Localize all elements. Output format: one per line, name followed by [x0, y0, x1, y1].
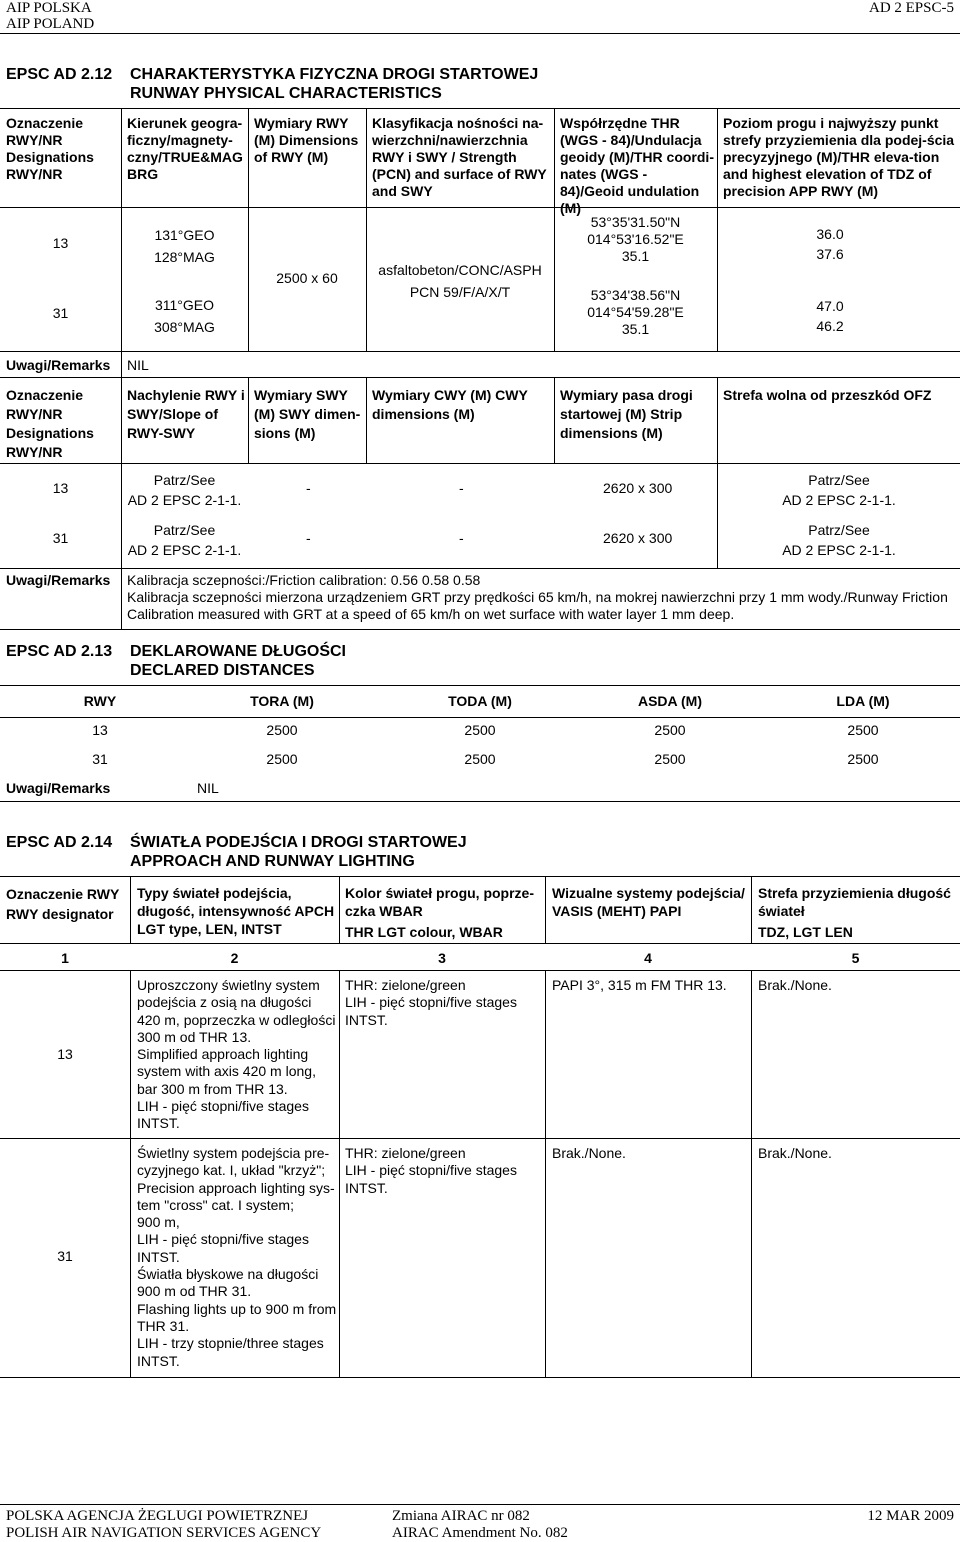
runway-surface: [366, 259, 554, 303]
text-line: Światła błyskowe na długości: [137, 1266, 319, 1283]
table-border: [717, 377, 718, 568]
col-number-1: 1: [61, 950, 69, 966]
col-header-thr-colour: [345, 884, 534, 941]
col-header-vasis: [552, 884, 745, 920]
table-border: [751, 970, 752, 1377]
bearing-geo: 311°GEO: [154, 297, 215, 313]
col-header-strip: Wymiary pasa drogi startowej (M) Strip dimensions (M): [560, 387, 693, 441]
ofz-see: Patrz/See: [808, 472, 870, 488]
section-number-2-12: EPSC AD 2.12: [6, 66, 113, 83]
table-border: [0, 463, 960, 464]
doc-header-left: [6, 0, 94, 32]
runway-dimensions: 2500 x 60: [276, 270, 338, 286]
runway-designator-13: 13: [52, 480, 69, 496]
section-title-2-14: [130, 833, 467, 871]
swy-dimension-31: -: [306, 530, 311, 546]
text-line: INTST.: [345, 1011, 388, 1028]
amendment-pl: Zmiana AIRAC nr 082: [392, 1508, 530, 1524]
text-line: INTST.: [137, 1115, 180, 1132]
section-title-en: DECLARED DISTANCES: [130, 662, 315, 679]
remarks-value: NIL: [127, 357, 149, 373]
table-border: [0, 970, 960, 971]
ofz-13: [754, 470, 924, 510]
tora-31: 2500: [266, 751, 298, 767]
col-header-thr-coords: Współrzędne THR (WGS - 84)/Undulacja geoidy (M)/THR coordi-nates (WGS - 84)/Geoid undulation (M): [560, 115, 714, 216]
pcn-value: PCN 59/F/A/X/T: [409, 284, 511, 300]
table-border: [0, 108, 960, 109]
col-header-ofz: Strefa wolna od przeszkód OFZ: [723, 387, 932, 403]
ofz-31: [754, 520, 924, 560]
geoid-undulation: 35.1: [621, 321, 650, 337]
tdz-elevation: 37.6: [816, 246, 844, 262]
text-line: Simplified approach lighting: [137, 1046, 309, 1063]
remarks-label: Uwagi/Remarks: [6, 357, 111, 373]
elevation-13: [780, 224, 880, 264]
table-border: [0, 377, 960, 378]
col-header-designation: Oznaczenie RWY/NR Designations RWY/NR: [6, 115, 94, 182]
header-line: VASIS (MEHT) PAPI: [552, 903, 682, 919]
friction-calibration: Kalibracja sczepności:/Friction calibration: 0.56 0.58 0.58: [127, 572, 481, 588]
ofz-ref: AD 2 EPSC 2-1-1.: [782, 492, 896, 508]
section-title-en: RUNWAY PHYSICAL CHARACTERISTICS: [130, 85, 442, 102]
slope-see: Patrz/See: [153, 472, 216, 488]
text-line: 900 m od THR 31.: [137, 1283, 252, 1300]
friction-remarks: [127, 572, 957, 623]
header-line: świateł: [758, 903, 805, 919]
col-number-5: 5: [851, 950, 860, 966]
table-border: [545, 970, 546, 1377]
section-title-en: APPROACH AND RUNWAY LIGHTING: [130, 853, 415, 870]
thr-longitude: 014°53'16.52"E: [587, 231, 684, 247]
runway-designator-31: 31: [52, 530, 69, 546]
thr-longitude: 014°54'59.28"E: [587, 304, 684, 320]
text-line: THR: zielone/green: [345, 977, 466, 993]
table-border: [0, 943, 960, 944]
table-border: [130, 970, 131, 1377]
tdz-elevation: 46.2: [816, 318, 844, 334]
table-border: [130, 876, 131, 943]
approach-lighting-13: [137, 977, 337, 1133]
col-header-asda: ASDA (M): [637, 693, 703, 709]
table-border: [751, 876, 752, 943]
lda-13: 2500: [847, 722, 879, 738]
thr-elevation: 47.0: [816, 298, 844, 314]
text-line: 900 m,: [137, 1214, 180, 1231]
text-line: 300 m od THR 13.: [137, 1028, 252, 1045]
table-border: [248, 377, 249, 463]
text-line: podejścia z osią na długości: [137, 994, 312, 1011]
table-border: [0, 717, 960, 718]
thr-lighting-13: [345, 977, 543, 1029]
col-header-rwy-designator: [6, 884, 119, 924]
header-line: TDZ, LGT LEN: [758, 924, 853, 940]
bearing-13: [121, 224, 248, 268]
header-line: czka WBAR: [345, 903, 423, 919]
text-line: Świetlny system podejścia pre-: [137, 1145, 330, 1161]
text-line: 420 m, poprzeczka w odległości: [137, 1011, 336, 1028]
tora-13: 2500: [266, 722, 298, 738]
col-header-bearing: Kierunek geogra-ficzny/magnety-czny/TRUE&MAG BRG: [127, 115, 243, 182]
footer-divider: [0, 1504, 960, 1505]
thr-elevation: 36.0: [816, 226, 844, 242]
table-border: [0, 629, 960, 630]
table-border: [366, 108, 367, 351]
col-header-elevation: Poziom progu i najwyższy punkt strefy przyziemienia dla podej-ścia precyzyjnego (M)/THR eleva-tion and highest elevation of TDZ of precision APP RWY (M): [723, 115, 955, 199]
table-border: [717, 108, 718, 351]
slope-13: [121, 470, 248, 510]
amendment-en: AIRAC Amendment No. 082: [392, 1525, 568, 1541]
table-border: [0, 568, 960, 569]
text-line: bar 300 m from THR 13.: [137, 1080, 288, 1097]
col-header-designation-2: Oznaczenie RWY/NR Designations RWY/NR: [6, 387, 94, 460]
bearing-31: [121, 294, 248, 338]
table-border: [0, 685, 960, 686]
table-border: [0, 1377, 960, 1378]
header-line: LGT type, LEN, INTST: [137, 921, 282, 937]
surface-type: asfaltobeton/CONC/ASPH: [378, 262, 542, 278]
table-border: [0, 207, 960, 208]
friction-note-1: Kalibracja sczepności mierzona urządzeniem GRT przy prędkości 65 km/h, na mokrej nawierzchni przy 1 mm wody./Runway Friction: [127, 589, 948, 605]
cwy-dimension-31: -: [459, 530, 464, 546]
text-line: LIH - pięć stopni/five stages: [137, 1098, 309, 1115]
header-line: RWY designator: [6, 906, 114, 922]
col-header-rwy: RWY: [83, 693, 117, 709]
thr-coords-31: [554, 287, 717, 338]
text-line: INTST.: [137, 1352, 180, 1369]
toda-13: 2500: [464, 722, 496, 738]
agency-name-en: POLISH AIR NAVIGATION SERVICES AGENCY: [6, 1525, 322, 1541]
approach-lighting-31: [137, 1145, 337, 1370]
vasis-31: Brak./None.: [552, 1145, 626, 1161]
declared-rwy-31: 31: [92, 751, 108, 767]
slope-31: [121, 520, 248, 560]
lda-31: 2500: [847, 751, 879, 767]
col-header-toda: TODA (M): [448, 693, 512, 709]
remarks-value: NIL: [197, 780, 219, 796]
asda-13: 2500: [654, 722, 686, 738]
text-line: INTST.: [345, 1179, 388, 1196]
section-title-2-12: [130, 65, 538, 103]
bearing-mag: 308°MAG: [154, 319, 215, 335]
thr-lighting-31: [345, 1145, 543, 1197]
ofz-see: Patrz/See: [808, 522, 870, 538]
col-header-cwy: Wymiary CWY (M) CWY dimensions (M): [372, 387, 528, 422]
geoid-undulation: 35.1: [621, 248, 650, 264]
slope-ref: AD 2 EPSC 2-1-1.: [127, 542, 242, 558]
col-number-3: 3: [438, 950, 446, 966]
table-border: [0, 351, 960, 352]
text-line: Uproszczony świetlny system: [137, 977, 320, 993]
section-title-pl: DEKLAROWANE DŁUGOŚCI: [130, 643, 346, 660]
publication-name-pl: AIP POLSKA: [6, 0, 92, 16]
col-header-tora: TORA (M): [250, 693, 314, 709]
header-divider: [0, 33, 960, 34]
header-line: Kolor świateł progu, poprze-: [345, 885, 535, 901]
slope-ref: AD 2 EPSC 2-1-1.: [127, 492, 242, 508]
col-header-lda: LDA (M): [836, 693, 890, 709]
text-line: tem "cross" cat. I system;: [137, 1196, 294, 1213]
table-border: [554, 377, 555, 463]
bearing-mag: 128°MAG: [154, 249, 215, 265]
remarks-label: Uwagi/Remarks: [6, 780, 111, 796]
declared-rwy-13: 13: [92, 722, 108, 738]
strip-dimension-13: 2620 x 300: [603, 480, 673, 496]
col-header-strength: Klasyfikacja nośności na-wierzchni/nawierzchnia RWY i SWY / Strength (PCN) and surface of RWY and SWY: [372, 115, 547, 199]
asda-31: 2500: [654, 751, 686, 767]
section-title-2-13: [130, 642, 346, 680]
table-border: [545, 876, 546, 943]
section-title-pl: ŚWIATŁA PODEJŚCIA I DROGI STARTOWEJ: [130, 834, 467, 851]
vasis-13: PAPI 3°, 315 m FM THR 13.: [552, 977, 727, 993]
section-number-2-14: EPSC AD 2.14: [6, 834, 113, 851]
bearing-geo: 131°GEO: [154, 227, 215, 243]
tdz-31: Brak./None.: [758, 1145, 832, 1161]
toda-31: 2500: [464, 751, 496, 767]
agency-name-pl: POLSKA AGENCJA ŻEGLUGI POWIETRZNEJ: [6, 1508, 309, 1524]
page-number: AD 2 EPSC-5: [868, 0, 954, 16]
ofz-ref: AD 2 EPSC 2-1-1.: [782, 542, 896, 558]
lighting-rwy-13: 13: [57, 1046, 73, 1062]
col-header-swy: Wymiary SWY (M) SWY dimen-sions (M): [254, 387, 361, 441]
header-line: Wizualne systemy podejścia/: [552, 885, 745, 901]
header-line: Strefa przyziemienia długość: [758, 885, 951, 901]
text-line: THR 31.: [137, 1317, 190, 1334]
publication-name-en: AIP POLAND: [6, 16, 95, 32]
header-line: Typy świateł podejścia,: [137, 885, 292, 901]
table-border: [339, 970, 340, 1377]
text-line: LIH - trzy stopnie/three stages: [137, 1335, 324, 1352]
runway-designator-31: 31: [52, 305, 69, 321]
friction-note-2: Calibration measured with GRT at a speed of 65 km/h on wet surface with water layer 1 mm deep.: [127, 606, 735, 622]
swy-dimension-13: -: [306, 480, 311, 496]
col-header-slope: Nachylenie RWY i SWY/Slope of RWY-SWY: [127, 387, 245, 441]
text-line: LIH - pięć stopni/five stages: [137, 1231, 309, 1248]
header-line: THR LGT colour, WBAR: [345, 924, 503, 940]
thr-latitude: 53°35'31.50"N: [590, 214, 681, 230]
cwy-dimension-13: -: [459, 480, 464, 496]
footer-agency: [6, 1508, 321, 1542]
col-header-dimensions: Wymiary RWY (M) Dimensions of RWY (M): [254, 115, 359, 165]
footer-amendment: [392, 1508, 568, 1542]
col-number-2: 2: [230, 950, 239, 966]
thr-latitude: 53°34'38.56"N: [590, 287, 681, 303]
text-line: Flashing lights up to 900 m from: [137, 1300, 337, 1317]
strip-dimension-31: 2620 x 300: [603, 530, 673, 546]
table-border: [248, 108, 249, 351]
footer-date: 12 MAR 2009: [867, 1508, 954, 1524]
remarks-label: Uwagi/Remarks: [6, 572, 111, 588]
section-title-pl: CHARAKTERYSTYKA FIZYCZNA DROGI STARTOWEJ: [130, 66, 539, 83]
text-line: LIH - pięć stopni/five stages: [345, 1162, 517, 1179]
tdz-13: Brak./None.: [758, 977, 832, 993]
col-header-approach-lighting: [137, 884, 334, 938]
table-border: [0, 801, 960, 802]
thr-coords-13: [554, 214, 717, 265]
text-line: LIH - pięć stopni/five stages: [345, 994, 517, 1011]
runway-designator-13: 13: [52, 235, 69, 251]
table-border: [0, 1138, 960, 1139]
header-line: długość, intensywność APCH: [137, 903, 335, 919]
text-line: THR: zielone/green: [345, 1145, 466, 1161]
table-border: [366, 377, 367, 463]
lighting-rwy-31: 31: [57, 1248, 73, 1264]
col-header-tdz: [758, 884, 951, 941]
text-line: system with axis 420 m long,: [137, 1063, 316, 1080]
slope-see: Patrz/See: [153, 522, 216, 538]
col-number-4: 4: [644, 950, 652, 966]
table-border: [0, 876, 960, 877]
text-line: INTST.: [137, 1248, 180, 1265]
text-line: Precision approach lighting sys-: [137, 1179, 335, 1196]
header-line: Oznaczenie RWY: [6, 886, 120, 902]
table-border: [339, 876, 340, 943]
section-number-2-13: EPSC AD 2.13: [6, 643, 113, 660]
text-line: cyzyjnego kat. I, układ "krzyż";: [137, 1162, 326, 1179]
elevation-31: [780, 296, 880, 336]
